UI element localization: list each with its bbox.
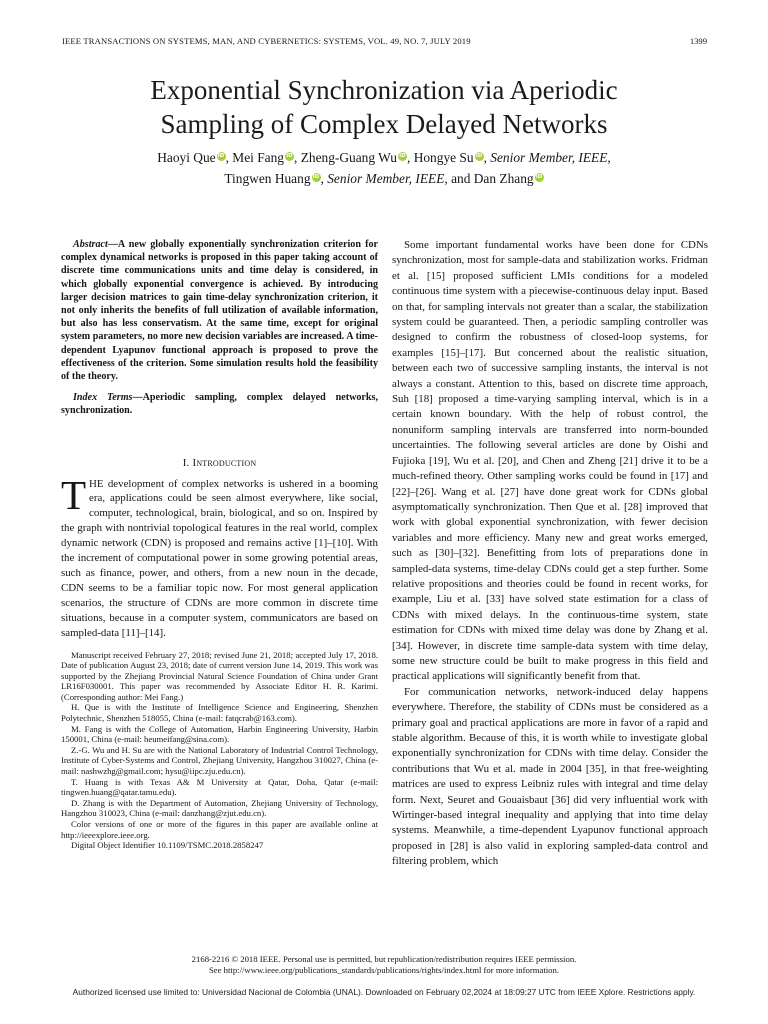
left-column [61, 238, 378, 851]
section-title: Introduction [192, 456, 257, 469]
orcid-icon[interactable]: iD [535, 174, 543, 180]
paper-title [0, 73, 768, 141]
abstract-label: Abstract [73, 239, 108, 250]
author-name: Zheng-Guang Wu [300, 150, 397, 165]
index-terms: Index Terms—Aperiodic sampling, complex delayed networks, synchronization. [61, 392, 378, 417]
intro-lead: HE [89, 477, 104, 490]
index-terms-label: Index Terms [73, 392, 133, 404]
title-line-1: Exponential Synchronization via Aperiodic [150, 75, 618, 105]
orcid-icon[interactable]: iD [475, 153, 483, 159]
body-paragraph: For communication networks, network-induced delay happens everywhere. Therefore, the stability of CDNs must be considered as a primary goal and practical applications are more in favor of a rapid and stable algorithm. Because of this, it is worth while to investigate global exponentially synchronization for CDNs with time delay. Consider the contributions that Wu et al. made in 2004 [35], in that free-weighting matrices are used to express Leibniz rules with integral and time delay form. Next, Seuret and Gouaisbaut [36] did very influential work with Wirtinger-based integral inequality and applying that into time delay systems. Meanwhile, a time-dependent Lyapunov functional approach proposed in [28] is also valid in exploring sampled-data control and filtering problem, which [392, 685, 708, 868]
body-paragraph: Some important fundamental works have been done for CDNs synchronization, most for sample-data and stabilization works. Fridman et al. [15] proposed sufficient LMIs conditions for a modeled continuous time system with a piecewise-continuous delay input. Based on that, for sampling intervals not greater than a scalar, the stabilization system could be guaranteed. Then, a periodic sampling controller was designed to confirm the robustness of closed-loop systems, for examples [15]–[17]. But concerned about the realistic situation, between each two of successive sampling instants, the interval is not always a constant. Attention to this, based on discrete time approach, Suh [18] proposed a time-varying sampling interval, which is in a certain known boundary. With the help of robust control, the nonuniform sampling intervals are transferred into norm-bounded uncertainties. The following several articles are done by Oishi and Fujioka [19], Wu et al. [20], and Chen and Zheng [21] drive it to be a much-refined theory. Other sampling works could be found in [17] and [22]–[26]. Wang et al. [27] have done great work for CDNs global asymptomatically synchronization. Then Que et al. [28] improved that work with global exponential synchronization, with fewer decision variables and more efficiency. Many new and great works emerged, such as [30]–[32]. Benefitting from lots of preparations done in sampled-data systems, time-delay CDNs could get a step further. Some relative propositions and theories could be found in recent works, for example, Liu et al. [33] have solved state estimation for a class of CDNs with mixed delays. In the continuous-time system, state estimation for CDNs with mixed time delay was done by Zhang et al. [34]. However, in discrete time sample-data system with time delay, some new structure could be built to make progress in this field and practical applications will significantly benefit from that. [392, 239, 708, 683]
author-membership: Senior Member, IEEE [490, 150, 608, 165]
author-name: Dan Zhang [473, 171, 534, 186]
footnotes [61, 650, 378, 851]
author-name: Mei Fang [232, 150, 284, 165]
index-terms-text: Aperiodic sampling, complex delayed networks, synchronization. [61, 392, 378, 417]
intro-paragraph [61, 471, 378, 641]
copyright-line-1: 2168-2216 © 2018 IEEE. Personal use is permitted, but republication/redistribution requires IEEE permission. [191, 954, 577, 964]
license-notice: Authorized licensed use limited to: Universidad Nacional de Colombia (UNAL). Downloaded on February 02,2024 at 18:09:27 UTC from IEEE Xplore. Restrictions apply. [72, 987, 696, 997]
footnote-manuscript: Manuscript received February 27, 2018; revised June 21, 2018; accepted July 17, 2018. Date of publication August 23, 2018; date of current version June 14, 2019. This work was supported by the Zhejiang Provincial Natural Science Foundation of China under Grant LR16F030001. This paper was recommended by Associate Editor H. R. Karimi. (Corresponding author: Mei Fang.) [61, 649, 378, 702]
right-column [392, 238, 708, 870]
author-name: Hongye Su [413, 150, 474, 165]
orcid-icon[interactable]: iD [286, 153, 293, 159]
page-number: 1399 [689, 36, 707, 46]
orcid-icon[interactable]: iD [399, 153, 406, 159]
copyright-notice [0, 954, 768, 976]
intro-text: development of complex networks is ushered in a booming era, applications could be seen almost everywhere, like social, computer, technological, brain, biological, and so on. Inspired by the graph with nontrivial topological features in the real world, complex dynamic network (CDN) is proposed and remains active [1]–[10]. With the increment of computational power in some growing potential areas, such as finance, power, and others, from a new noun in the decade, CDN seems to be a familiar topic now. For most general application scenarios, the structure of CDNs are more common in discrete time situations, because in a computer system, communicators are based on sampled-data [11]–[14]. [61, 477, 378, 639]
abstract-text: A new globally exponentially synchronization criterion for complex dynamical networks is proposed in this paper taking account of discrete time communications units and time delay is considered, in which globally exponential convergence is achieved. By introducing larger decision matrices to gain time-delay synchronization criterion, it not only inherits the benefits of full utilization of available information, but also has less conservatism. At the same time, except for original system parameters, no more new decision variables are increased. A time-dependent Lyapunov functional approach is proposed to prove the effectiveness of the criterion. Some simulation results hold the feasibility of the theory. [61, 239, 378, 383]
footnote-doi: Digital Object Identifier 10.1109/TSMC.2018.2858247 [71, 840, 264, 851]
author-name: Haoyi Que [157, 150, 216, 165]
author-list [0, 147, 768, 189]
section-number: I. [182, 456, 190, 469]
footnote-color-versions: Color versions of one or more of the figures in this paper are available online at http://ieeexplore.ieee.org. [61, 819, 378, 840]
drop-cap: T [61, 471, 87, 518]
footnote-affiliation: T. Huang is with Texas A& M University at Qatar, Doha, Qatar (e-mail: tingwen.huang@qatar.tamu.edu). [61, 776, 378, 798]
orcid-icon[interactable]: iD [312, 174, 320, 180]
section-heading [61, 456, 378, 471]
orcid-icon[interactable]: iD [217, 153, 225, 159]
title-line-2: Sampling of Complex Delayed Networks [160, 109, 608, 139]
author-line-2: Tingwen Huang iD, Senior Member, IEEE, and Dan Zhang iD [224, 171, 543, 186]
footnote-affiliation: Z.-G. Wu and H. Su are with the National Laboratory of Industrial Control Technology, Institute of Cyber-Systems and Control, Zhejiang University, Hangzhou 310027, China (e-mail: nashwzhg@gmail.com; hysu@iipc.zju.edu.cn). [61, 744, 378, 777]
footnote-affiliation: H. Que is with the Institute of Intelligence Science and Engineering, Shenzhen Polytechnic, Shenzhen 518055, China (e-mail: fatqcrab@163.com). [61, 702, 378, 724]
author-name: Tingwen Huang [224, 171, 311, 186]
abstract: Abstract—A new globally exponentially synchronization criterion for complex dynamical networks is proposed in this paper taking account of discrete time communications units and time delay is considered, in which globally exponential convergence is achieved. By introducing larger decision matrices to gain time-delay synchronization criterion, it not only inherits the benefits of full utilization of available information, but also has less conservatism. At the same time, except for original system parameters, no more new decision variables are increased. A time-dependent Lyapunov functional approach is proposed to prove the effectiveness of the criterion. Some simulation results hold the feasibility of the theory. [61, 239, 378, 383]
running-header: IEEE TRANSACTIONS ON SYSTEMS, MAN, AND CYBERNETICS: SYSTEMS, VOL. 49, NO. 7, JULY 2019 [62, 36, 471, 46]
footnote-affiliation: D. Zhang is with the Department of Automation, Zhejiang University of Technology, Hangzhou 310023, China (e-mail: danzhang@zjut.edu.cn). [61, 797, 378, 819]
author-membership: Senior Member, IEEE [327, 171, 445, 186]
footnote-affiliation: M. Fang is with the College of Automation, Harbin Engineering University, Harbin 150001, China (e-mail: heumeifang@sina.com). [61, 723, 378, 745]
author-line-1: Haoyi Que iD, Mei Fang iD, Zheng-Guang Wu iD, Hongye Su iD, Senior Member, IEEE, [157, 150, 611, 165]
copyright-line-2: See http://www.ieee.org/publications_standards/publications/rights/index.html for more information. [208, 965, 560, 975]
